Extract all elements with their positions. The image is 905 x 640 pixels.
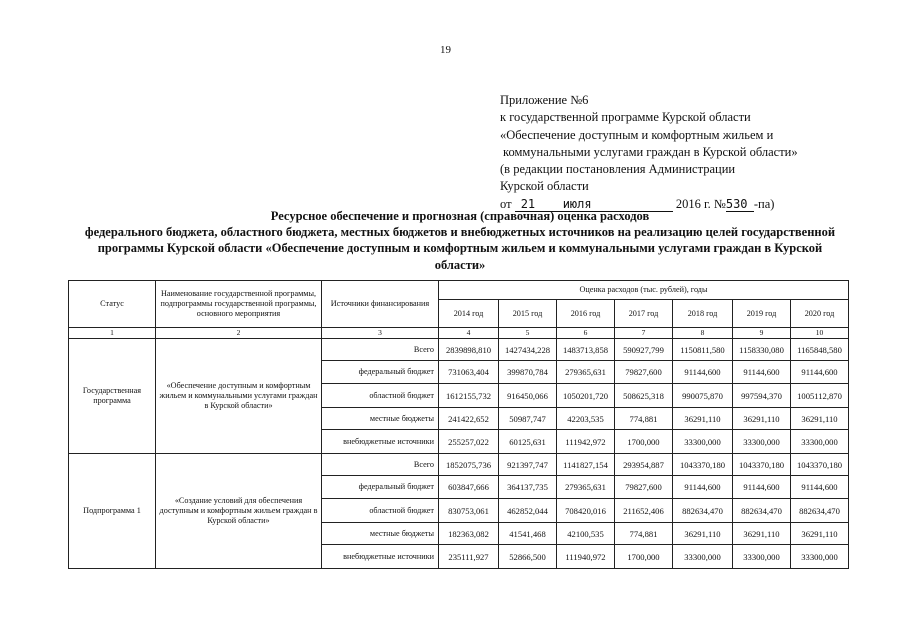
amount-cell: 603847,666 [439,476,499,499]
amount-cell: 1005112,870 [791,384,849,408]
amount-cell: 1852075,736 [439,454,499,476]
amount-cell: 774,881 [615,523,673,545]
index-cell: 9 [733,328,791,339]
amount-cell: 399870,784 [499,361,557,384]
amount-cell: 882634,470 [791,499,849,523]
amount-cell: 590927,799 [615,339,673,361]
index-cell: 6 [557,328,615,339]
document-number: 530 [726,198,754,212]
index-cell: 2 [156,328,322,339]
amount-cell: 921397,747 [499,454,557,476]
amount-cell: 830753,061 [439,499,499,523]
title-line: области» [434,257,486,272]
funding-source-cell: внебюджетные источники [322,545,439,569]
amount-cell: 91144,600 [733,476,791,499]
amount-cell: 91144,600 [733,361,791,384]
amount-cell: 36291,110 [733,523,791,545]
amount-cell: 2839898,810 [439,339,499,361]
amount-cell: 33300,000 [791,545,849,569]
title-line: программы Курской области «Обеспечение доступным и комфортным жильем и коммунальными услугами граждан в Курской [97,241,823,256]
funding-source-cell: федеральный бюджет [322,361,439,384]
table-row [69,339,849,361]
amount-cell: 235111,927 [439,545,499,569]
appendix-line: «Обеспечение доступным и комфортным жильем и [500,127,774,142]
amount-cell: 1427434,228 [499,339,557,361]
amount-cell: 279365,631 [557,476,615,499]
header-year: 2017 год [615,300,673,328]
funding-source-cell: Всего [322,454,439,476]
amount-cell: 882634,470 [673,499,733,523]
amount-cell: 36291,110 [673,523,733,545]
index-cell: 8 [673,328,733,339]
appendix-line: Приложение №6 [500,93,589,107]
amount-cell: 255257,022 [439,430,499,454]
header-year: 2018 год [673,300,733,328]
header-source: Источники финансирования [322,281,439,328]
amount-cell: 1612155,732 [439,384,499,408]
amount-cell: 293954,887 [615,454,673,476]
index-cell: 5 [499,328,557,339]
program-name-cell: «Обеспечение доступным и комфортным жильем и коммунальными услугами граждан в Курской области» [156,339,322,454]
index-cell: 10 [791,328,849,339]
amount-cell: 41541,468 [499,523,557,545]
amount-cell: 52866,500 [499,545,557,569]
amount-cell: 916450,066 [499,384,557,408]
amount-cell: 708420,016 [557,499,615,523]
header-row [69,281,849,300]
amount-cell: 1043370,180 [791,454,849,476]
amount-cell: 111942,972 [557,430,615,454]
date-month: июля [559,198,673,212]
header-status: Статус [69,281,156,328]
amount-cell: 36291,110 [791,408,849,430]
title-line: федерального бюджета, областного бюджета, местных бюджетов и внебюджетных источников на реализацию целей государственной [84,225,836,240]
page-number: 19 [440,44,451,56]
funding-source-cell: внебюджетные источники [322,430,439,454]
amount-cell: 462852,044 [499,499,557,523]
amount-cell: 79827,600 [615,361,673,384]
index-cell: 1 [69,328,156,339]
amount-cell: 36291,110 [673,408,733,430]
amount-cell: 33300,000 [791,430,849,454]
header-estimate: Оценка расходов (тыс. рублей), годы [439,281,849,300]
index-row [69,328,849,339]
amount-cell: 1700,000 [615,430,673,454]
amount-cell: 36291,110 [791,523,849,545]
table-row [69,454,849,476]
resource-table [68,280,849,569]
date-year: 2016 г. № [675,196,726,211]
amount-cell: 508625,318 [615,384,673,408]
amount-cell: 36291,110 [733,408,791,430]
date-prefix: от [500,196,512,211]
amount-cell: 33300,000 [673,430,733,454]
amount-cell: 211652,406 [615,499,673,523]
amount-cell: 182363,082 [439,523,499,545]
funding-source-cell: Всего [322,339,439,361]
funding-source-cell: местные бюджеты [322,408,439,430]
index-cell: 3 [322,328,439,339]
header-year: 2016 год [557,300,615,328]
amount-cell: 279365,631 [557,361,615,384]
appendix-line: (в редакции постановления Администрации [500,162,736,177]
amount-cell: 50987,747 [499,408,557,430]
title-line: Ресурсное обеспечение и прогнозная (справочная) оценка расходов [270,209,650,223]
appendix-block [500,92,798,213]
status-cell: Государственная программа [69,339,156,454]
amount-cell: 882634,470 [733,499,791,523]
date-day: 21 [515,198,559,212]
amount-cell: 774,881 [615,408,673,430]
amount-cell: 33300,000 [733,545,791,569]
amount-cell: 91144,600 [673,361,733,384]
amount-cell: 42100,535 [557,523,615,545]
document-suffix: -па) [753,196,775,211]
amount-cell: 79827,600 [615,476,673,499]
amount-cell: 997594,370 [733,384,791,408]
index-cell: 7 [615,328,673,339]
funding-source-cell: областной бюджет [322,384,439,408]
header-year: 2019 год [733,300,791,328]
amount-cell: 42203,535 [557,408,615,430]
appendix-line: к государственной программе Курской области [500,110,751,125]
document-title [60,208,860,273]
header-year: 2014 год [439,300,499,328]
amount-cell: 1043370,180 [673,454,733,476]
amount-cell: 1141827,154 [557,454,615,476]
amount-cell: 1700,000 [615,545,673,569]
amount-cell: 1158330,080 [733,339,791,361]
header-name: Наименование государственной программы, подпрограммы государственной программы, основного мероприятия [156,281,322,328]
amount-cell: 91144,600 [673,476,733,499]
amount-cell: 91144,600 [791,476,849,499]
amount-cell: 990075,870 [673,384,733,408]
amount-cell: 33300,000 [673,545,733,569]
amount-cell: 1043370,180 [733,454,791,476]
amount-cell: 60125,631 [499,430,557,454]
funding-source-cell: местные бюджеты [322,523,439,545]
amount-cell: 91144,600 [791,361,849,384]
amount-cell: 1165848,580 [791,339,849,361]
header-year: 2020 год [791,300,849,328]
amount-cell: 1150811,580 [673,339,733,361]
appendix-line: Курской области [500,179,589,194]
funding-source-cell: областной бюджет [322,499,439,523]
amount-cell: 364137,735 [499,476,557,499]
amount-cell: 33300,000 [733,430,791,454]
status-cell: Подпрограмма 1 [69,454,156,569]
amount-cell: 731063,404 [439,361,499,384]
header-year: 2015 год [499,300,557,328]
program-name-cell: «Создание условий для обеспечения доступным и комфортным жильем граждан в Курской области» [156,454,322,569]
amount-cell: 1050201,720 [557,384,615,408]
amount-cell: 111940,972 [557,545,615,569]
amount-cell: 241422,652 [439,408,499,430]
amount-cell: 1483713,858 [557,339,615,361]
index-cell: 4 [439,328,499,339]
appendix-line: коммунальными услугами граждан в Курской области» [503,144,798,159]
funding-source-cell: федеральный бюджет [322,476,439,499]
